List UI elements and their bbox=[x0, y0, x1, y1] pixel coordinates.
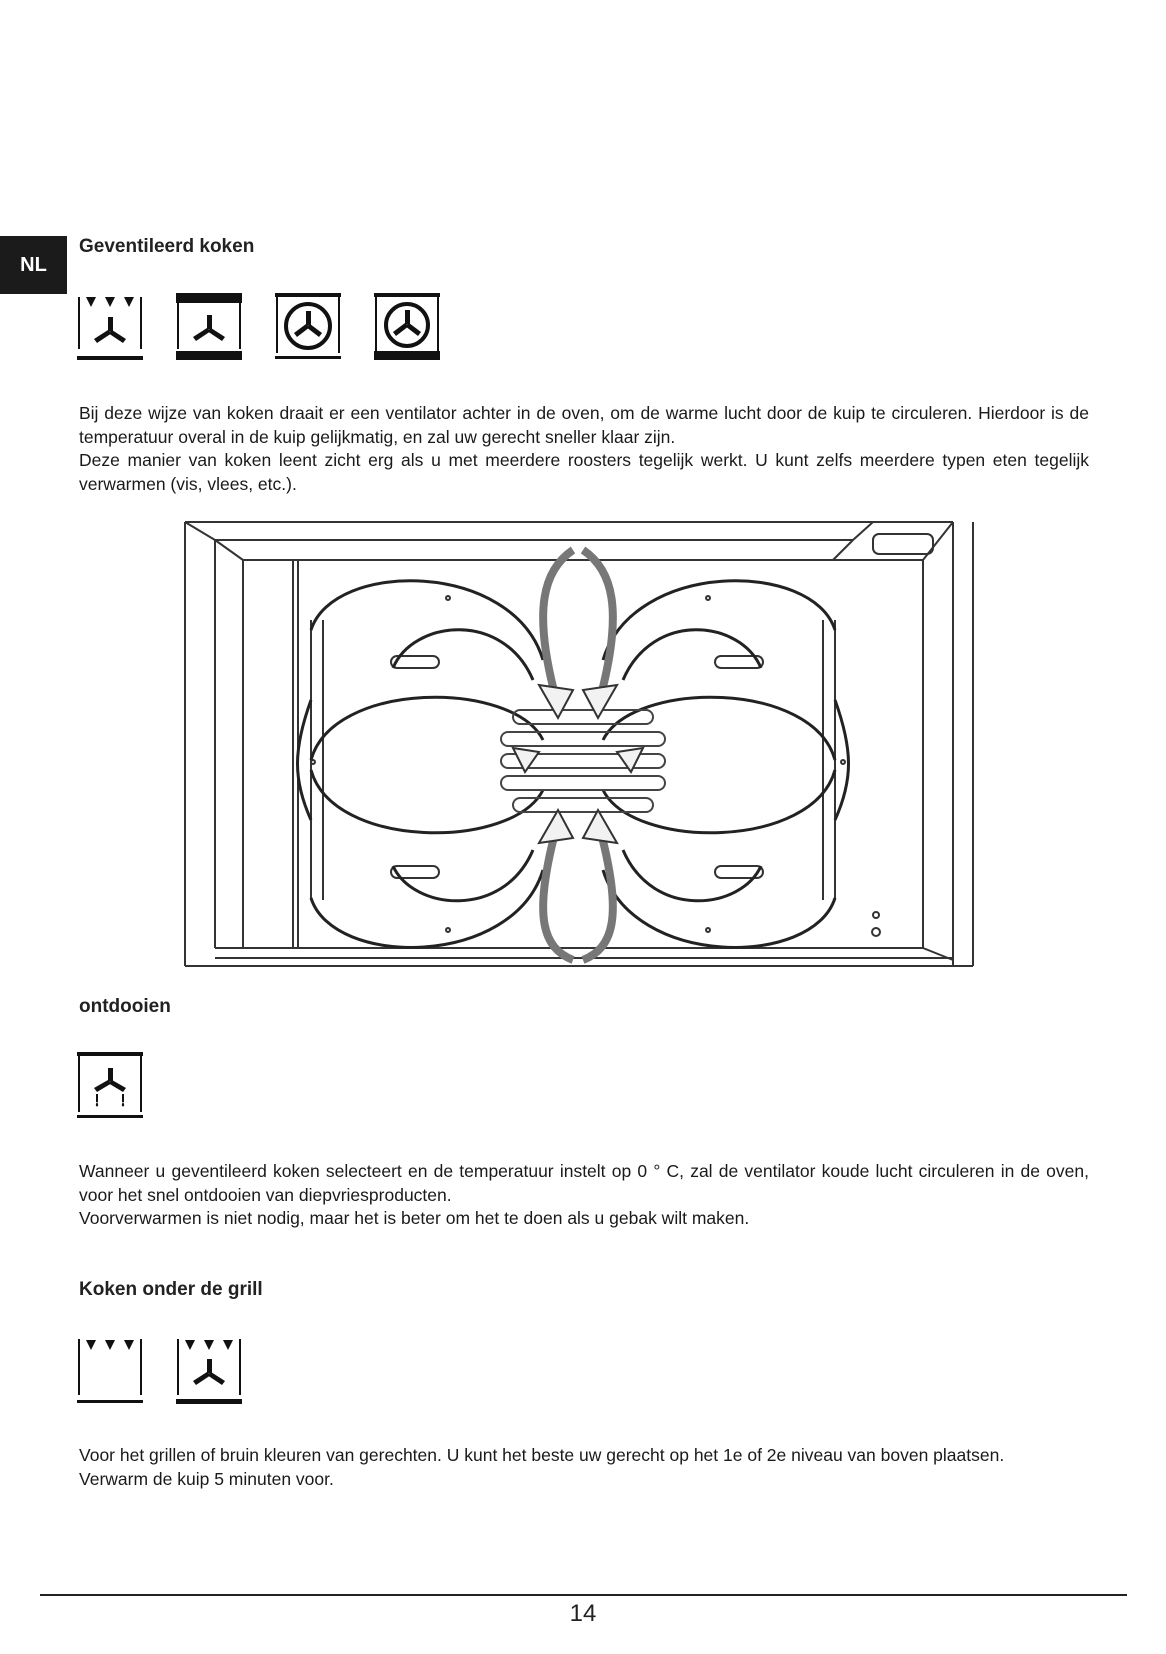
grill-fan-icon bbox=[176, 1337, 242, 1405]
paragraph: Deze manier van koken leent zicht erg als u met meerdere roosters tegelijk werkt. U kunt zelfs meerdere typen eten tegelijk verwarmen (vis, vlees, etc.). bbox=[79, 450, 1089, 494]
bottom-heat-fan-icon bbox=[176, 293, 242, 361]
section-title-convection: Geventileerd koken bbox=[79, 236, 255, 257]
defrost-description bbox=[79, 1160, 1089, 1231]
oven-airflow-diagram bbox=[183, 520, 983, 968]
grill-icon bbox=[77, 1337, 143, 1405]
section-title-grill: Koken onder de grill bbox=[79, 1279, 263, 1300]
paragraph: Voor het grillen of bruin kleuren van gerechten. U kunt het beste uw gerecht op het 1e of 2e niveau van boven plaatsen. bbox=[79, 1445, 1005, 1465]
convection-description bbox=[79, 402, 1089, 496]
section-title-defrost: ontdooien bbox=[79, 996, 171, 1017]
defrost-fan-icon bbox=[77, 1052, 143, 1120]
paragraph: Bij deze wijze van koken draait er een ventilator achter in de oven, om de warme lucht door de kuip te circuleren. Hierdoor is de temperatuur overal in de kuip gelijkmatig, en zal uw gerecht sneller klaar zijn. bbox=[79, 403, 1089, 447]
paragraph: Verwarm de kuip 5 minuten voor. bbox=[79, 1468, 334, 1489]
oven-airflow-illustration bbox=[183, 520, 983, 968]
language-tab: NL bbox=[0, 236, 67, 294]
paragraph: Wanneer u geventileerd koken selecteert en de temperatuur instelt op 0 ° C, zal de ventilator koude lucht circuleren in de oven, voor het snel ontdooien van diepvriesproducten. bbox=[79, 1161, 1089, 1205]
grill-description bbox=[79, 1444, 1089, 1491]
footer-rule bbox=[40, 1594, 1127, 1596]
page-number: 14 bbox=[569, 1600, 597, 1627]
circular-fan-bottom-icon bbox=[374, 293, 440, 361]
top-heat-fan-icon bbox=[77, 293, 143, 361]
circular-fan-icon bbox=[275, 293, 341, 361]
paragraph: Voorverwarmen is niet nodig, maar het is beter om het te doen als u gebak wilt maken. bbox=[79, 1208, 750, 1228]
